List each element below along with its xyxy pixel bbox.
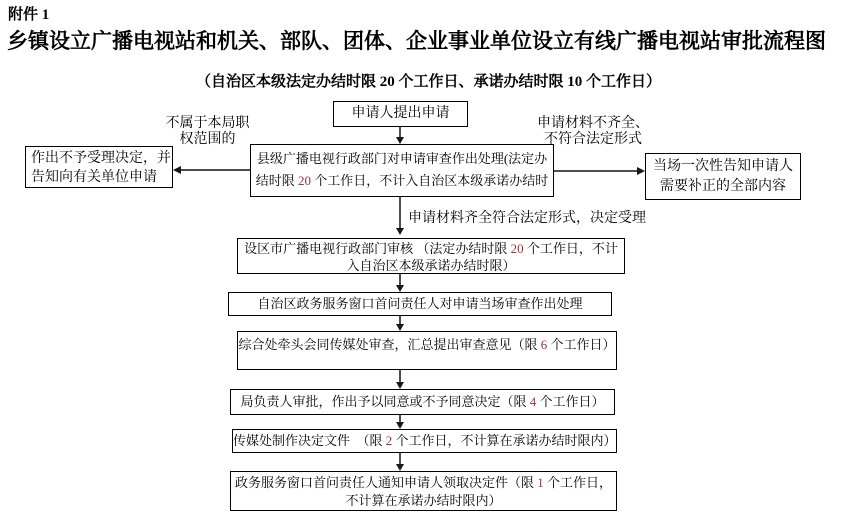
text-segment: 个工作日， <box>543 475 613 490</box>
arrow-approval-down-icon <box>395 415 404 429</box>
text-segment: 个工作日，不计 <box>523 241 618 256</box>
flow-node-inform-corrections <box>645 153 801 200</box>
flow-node-director-approval <box>230 389 615 415</box>
text-segment: 县级广播电视行政部门对申请审查作出处理(法定办 <box>256 151 548 166</box>
flow-node-applicant-submit <box>333 101 468 127</box>
text-segment: 个工作日，不计算在承诺办结时限内） <box>392 433 617 448</box>
flow-node-media-division-document <box>232 429 617 453</box>
node-line <box>31 149 172 168</box>
node-line <box>646 157 800 177</box>
node-line <box>238 336 616 353</box>
text-segment: 政务服务窗口首问责任人通知申请人领取决定件（限 <box>234 475 538 490</box>
label-line: 权范围的 <box>179 132 236 147</box>
number-highlight: 6 <box>540 337 548 352</box>
text-segment: 申请人提出申请 <box>351 106 450 121</box>
number-highlight: 20 <box>298 173 311 188</box>
node-line <box>231 492 616 510</box>
arrow-review-down-icon <box>395 370 404 389</box>
arrow-city-down-icon <box>395 274 404 292</box>
text-segment: 综合处牵头会同传媒处审查，汇总提出审查意见（限 <box>238 337 541 352</box>
text-segment: 需要补正的全部内容 <box>660 179 786 194</box>
label-line: 申请材料不齐全、 <box>537 116 649 131</box>
arrow-inform-right-icon <box>554 166 645 175</box>
arrow-document-down-icon <box>395 453 404 471</box>
text-segment: 局负责人审批，作出予以同意或不予同意决定（限 <box>240 394 530 409</box>
text-segment: 设区市广播电视行政部门审核 （法定办结时限 <box>244 241 511 256</box>
page-title: 乡镇设立广播电视站和机关、部队、团体、企业事业单位设立有线广播电视站审批流程图 <box>7 29 826 53</box>
node-line <box>238 257 624 274</box>
text-segment: 告知向有关单位申请 <box>31 170 157 185</box>
number-highlight: 1 <box>537 475 544 490</box>
node-line <box>233 430 616 452</box>
text-segment: 当场一次性告知申请人 <box>653 159 793 174</box>
text-segment: 入自治区本级承诺办结时限） <box>346 258 516 273</box>
node-line <box>238 240 624 257</box>
flow-node-notify-applicant <box>230 471 617 511</box>
label-materials-incomplete <box>528 116 658 148</box>
label-materials-accepted: 申请材料齐全符合法定形式，决定受理 <box>408 211 646 226</box>
label-line: 不符合法定形式 <box>544 132 642 147</box>
node-line <box>334 102 467 126</box>
arrow-window-down-icon <box>395 316 404 331</box>
flow-node-service-window-review <box>228 292 612 316</box>
label-line: 不属于本局职 <box>165 116 250 131</box>
node-line <box>231 474 616 492</box>
number-highlight: 2 <box>385 433 393 448</box>
node-line <box>646 177 800 197</box>
text-segment: 自治区政务服务窗口首问责任人对申请当场审查作出处理 <box>257 296 583 311</box>
number-highlight: 4 <box>529 394 537 409</box>
node-line <box>229 293 611 315</box>
arrow-submit-down-icon <box>395 127 404 144</box>
flow-node-reject-decision <box>25 146 173 188</box>
label-out-of-scope <box>150 116 265 148</box>
node-line <box>231 390 614 414</box>
text-segment: 作出不予受理决定，并 <box>31 151 171 166</box>
attachment-label: 附件 1 <box>8 7 50 23</box>
node-line <box>31 168 172 187</box>
text-segment: 个工作日） <box>536 394 605 409</box>
flow-node-county-review <box>250 144 554 197</box>
text-segment: 个工作日） <box>547 337 616 352</box>
node-line <box>251 148 553 170</box>
flow-node-comprehensive-division-review <box>237 331 617 370</box>
node-line <box>251 170 553 192</box>
text-segment: 结时限 <box>255 173 298 188</box>
text-segment: 个工作日，不计入自治区本级承诺办结时 <box>311 173 549 188</box>
flow-node-city-review <box>237 238 625 274</box>
number-highlight: 20 <box>510 241 524 256</box>
arrow-accept-down-icon <box>395 197 404 235</box>
text-segment: 不计算在承诺办结时限内） <box>345 493 502 508</box>
text-segment: 传媒处制作决定文件 （限 <box>233 433 386 448</box>
page-subtitle: （自治区本级法定办结时限 20 个工作日、承诺办结时限 10 个工作日） <box>195 74 661 90</box>
arrow-reject-left-icon <box>173 165 250 174</box>
